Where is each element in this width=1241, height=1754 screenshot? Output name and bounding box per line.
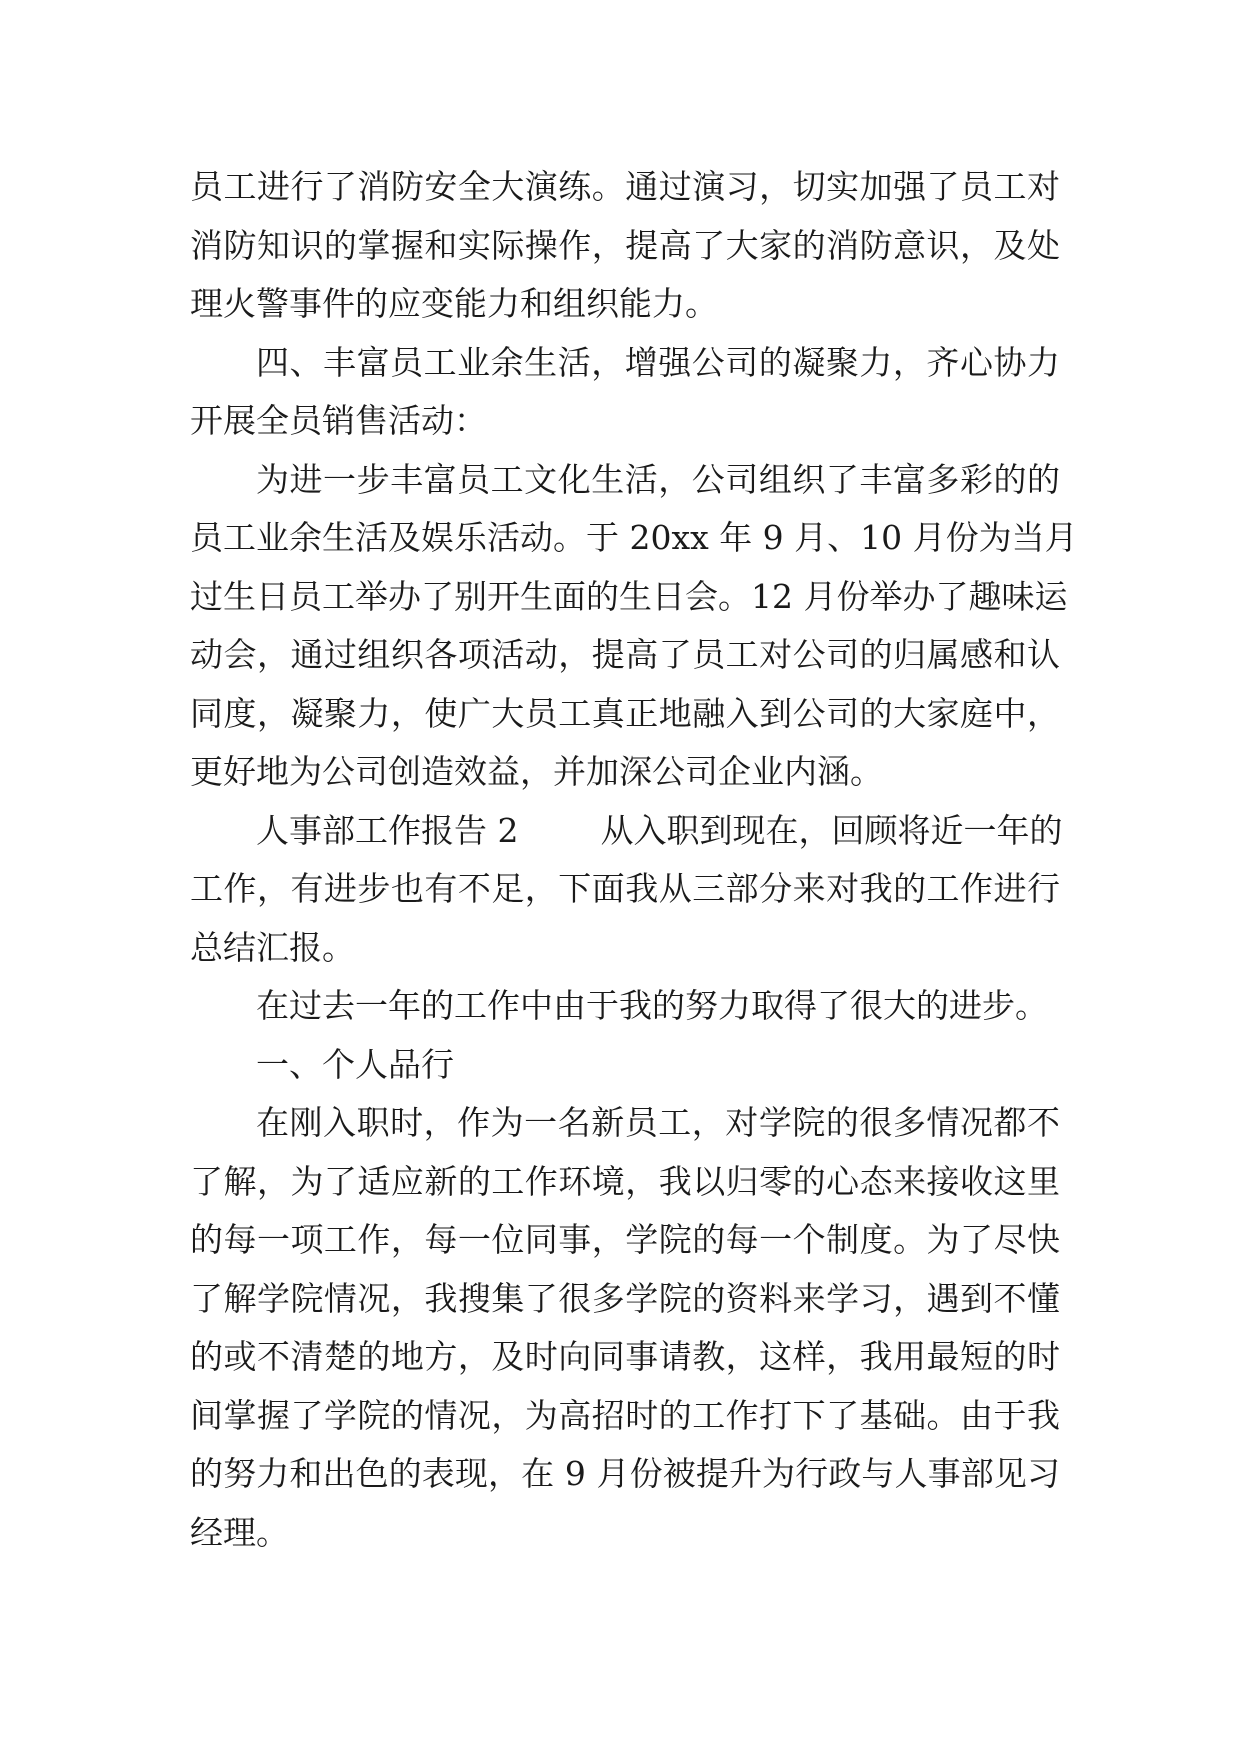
- heading-line: 四、丰富员工业余生活，增强公司的凝聚力，齐心协力: [256, 342, 1060, 382]
- text-line: 总结汇报。: [190, 927, 355, 967]
- text-line: 员工业余生活及娱乐活动。于 20xx 年 9 月、10 月份为当月: [190, 518, 1078, 557]
- text-line: 的或不清楚的地方，及时向同事请教，这样，我用最短的时: [190, 1337, 1060, 1376]
- text-line: 间掌握了学院的情况，为高招时的工作打下了基础。由于我: [190, 1395, 1060, 1435]
- text-line: 工作，有进步也有不足，下面我从三部分来对我的工作进行: [190, 869, 1060, 908]
- document-body: [190, 158, 1078, 1562]
- heading-line: 一、个人品行: [256, 1044, 454, 1084]
- text-line: 同度，凝聚力，使广大员工真正地融入到公司的大家庭中，: [190, 693, 1060, 733]
- text-line: 的每一项工作，每一位同事，学院的每一个制度。为了尽快: [190, 1220, 1060, 1259]
- text-line: 消防知识的掌握和实际操作，提高了大家的消防意识，及处: [190, 225, 1060, 265]
- text-line: 为进一步丰富员工文化生活，公司组织了丰富多彩的的: [256, 459, 1060, 499]
- paragraph-progress: [190, 977, 1060, 1036]
- text-line: 在刚入职时，作为一名新员工，对学院的很多情况都不: [256, 1103, 1060, 1142]
- heading-line: 开展全员销售活动：: [190, 401, 487, 440]
- text-line: 经理。: [190, 1512, 289, 1552]
- text-line: 在过去一年的工作中由于我的努力取得了很大的进步。: [256, 986, 1048, 1025]
- text-line: 了解，为了适应新的工作环境，我以归零的心态来接收这里: [190, 1161, 1060, 1201]
- text-line: 的努力和出色的表现，在 9 月份被提升为行政与人事部见习: [190, 1454, 1060, 1493]
- section-heading-one: [190, 1036, 1060, 1095]
- paragraph-fire-drill: [190, 158, 1060, 334]
- text-line: 更好地为公司创造效益，并加深公司企业内涵。: [190, 752, 883, 791]
- text-line: 动会，通过组织各项活动，提高了员工对公司的归属感和认: [190, 635, 1060, 674]
- text-line: 了解学院情况，我搜集了很多学院的资料来学习，遇到不懂: [190, 1278, 1060, 1318]
- report-title: 人事部工作报告 2: [256, 810, 519, 850]
- report-title-line: [190, 802, 1063, 861]
- text-line: 员工进行了消防安全大演练。通过演习，切实加强了员工对: [190, 167, 1060, 206]
- text-line: 过生日员工举办了别开生面的生日会。12 月份举办了趣味运: [190, 576, 1068, 616]
- section-heading-four: [190, 334, 1060, 451]
- paragraph-activities: [190, 451, 1078, 802]
- paragraph-personal: [190, 1094, 1060, 1562]
- report-two: [190, 802, 1063, 978]
- report-intro-text: 从入职到现在，回顾将近一年的: [600, 810, 1063, 850]
- text-line: 理火警事件的应变能力和组织能力。: [190, 284, 718, 323]
